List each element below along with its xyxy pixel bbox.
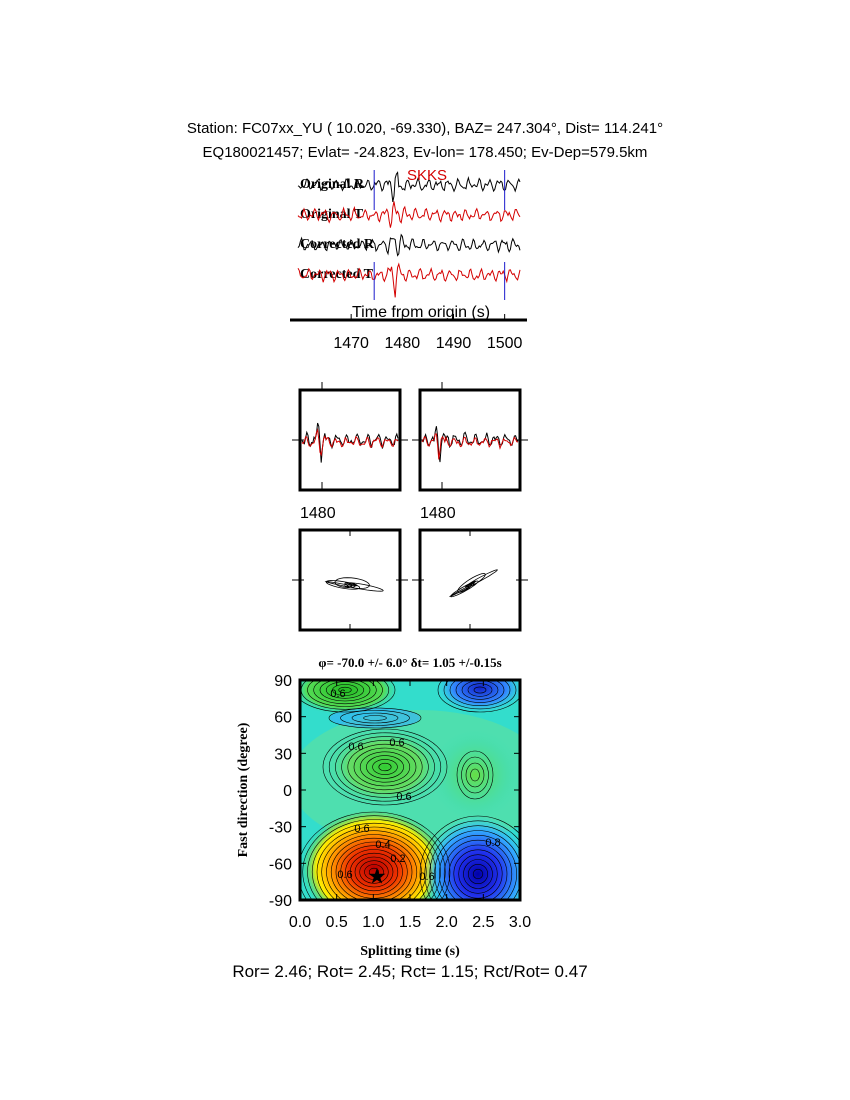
energy-ytick-label-1: 60 bbox=[274, 709, 292, 727]
particle-motion-panel-original bbox=[300, 530, 400, 630]
contour-label-8: 0.6 bbox=[419, 871, 435, 883]
energy-map-title: φ= -70.0 +/- 6.0° δt= 1.05 +/-0.15s bbox=[318, 655, 502, 670]
trace-line-1 bbox=[298, 202, 520, 228]
energy-xtick-label-2: 1.0 bbox=[362, 914, 385, 931]
energy-xtick-label-5: 2.5 bbox=[472, 914, 495, 931]
energy-ytick-label-0: 90 bbox=[274, 673, 292, 690]
energy-heatmap bbox=[290, 663, 550, 932]
energy-map bbox=[236, 655, 550, 959]
record-section bbox=[290, 167, 527, 352]
energy-ylabel: Fast direction (degree) bbox=[236, 722, 251, 858]
contour-label-6: 0.2 bbox=[390, 853, 406, 865]
energy-ytick-label-5: -60 bbox=[268, 856, 292, 874]
trace-label-2: Corrected R bbox=[300, 237, 374, 252]
energy-ytick-label-4: -30 bbox=[268, 819, 292, 837]
record-xtick-label-1: 1480 bbox=[384, 335, 421, 352]
contour-label-2: 0.6 bbox=[389, 737, 405, 749]
contour-label-9: 0.8 bbox=[485, 837, 501, 849]
energy-xlabel: Splitting time (s) bbox=[360, 944, 460, 959]
contour-label-7: 0.6 bbox=[337, 869, 353, 881]
event-header: EQ180021457; Evlat= -24.823, Ev-lon= 178.450; Ev-Dep=579.5km bbox=[202, 144, 648, 161]
waveform-panels bbox=[292, 382, 528, 522]
particle-motion-panels bbox=[292, 530, 528, 630]
energy-xtick-label-6: 3.0 bbox=[508, 914, 532, 931]
record-xtick-label-3: 1500 bbox=[486, 335, 523, 352]
best-fit-star: ★ bbox=[367, 863, 387, 889]
trace-label-0: Original R bbox=[300, 177, 365, 192]
energy-xtick-label-3: 1.5 bbox=[398, 914, 422, 931]
contour-label-1: 0.6 bbox=[348, 741, 364, 753]
energy-xtick-label-0: 0.0 bbox=[288, 914, 312, 931]
stats-summary: Ror= 2.46; Rot= 2.45; Rct= 1.15; Rct/Rot= 0.47 bbox=[232, 962, 588, 981]
trace-label-3: Corrected T bbox=[300, 267, 373, 282]
particle-motion-panel-corrected bbox=[420, 530, 520, 630]
energy-ytick-label-6: -90 bbox=[268, 893, 292, 910]
contour-label-3: 0.6 bbox=[396, 791, 412, 803]
contour-label-5: 0.4 bbox=[375, 839, 391, 851]
station-header: Station: FC07xx_YU ( 10.020, -69.330), BAZ= 247.304°, Dist= 114.241° bbox=[186, 120, 664, 137]
trace-label-1: Original T bbox=[300, 207, 364, 222]
waveform-panel-tick-label-corrected: 1480 bbox=[420, 505, 456, 522]
energy-ytick-label-2: 30 bbox=[274, 746, 292, 764]
record-xtick-label-0: 1470 bbox=[333, 335, 369, 352]
contour-label-0: 0.6 bbox=[330, 688, 346, 700]
record-xtick-label-2: 1490 bbox=[435, 335, 472, 352]
energy-xtick-label-4: 2.0 bbox=[435, 914, 458, 931]
energy-xtick-label-1: 0.5 bbox=[325, 914, 348, 931]
record-xlabel: Time from origin (s) bbox=[352, 304, 491, 321]
waveform-panel-tick-label-original: 1480 bbox=[300, 505, 336, 522]
phase-label-skks: SKKS bbox=[407, 167, 448, 184]
contour-label-4: 0.6 bbox=[354, 823, 370, 835]
energy-ytick-label-3: 0 bbox=[283, 783, 292, 800]
